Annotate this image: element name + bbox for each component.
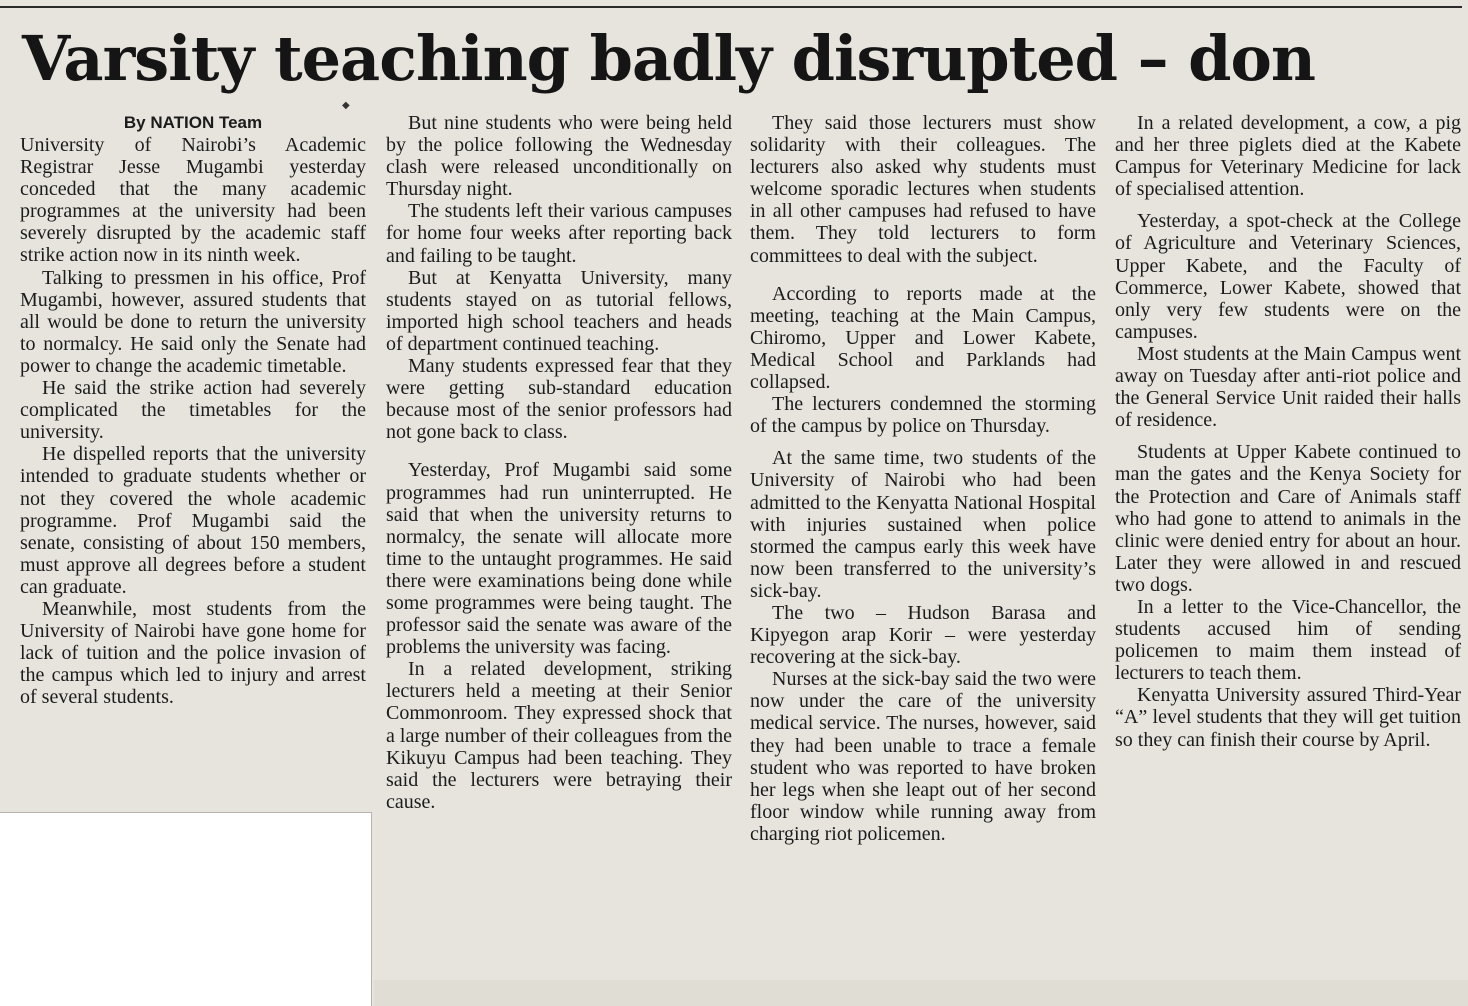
column-1	[20, 108, 366, 708]
paragraph: In a letter to the Vice-Chancellor, the students accused him of sending policemen to maim them instead of lecturers to teach them.	[1115, 595, 1461, 685]
paragraph: But at Kenyatta University, many students stayed on as tutorial fellows, imported high school teachers and heads of department continued teaching.	[386, 266, 732, 355]
blank-corner	[0, 812, 372, 1006]
paragraph: Most students at the Main Campus went away on Tuesday after anti-riot police and the General Service Unit raided their halls of residence.	[1115, 342, 1461, 432]
torn-footer-strip	[374, 980, 1468, 1006]
print-mark: ◆	[342, 100, 350, 111]
paragraph: In a related development, a cow, a pig and her three piglets died at the Kabete Campus for Veterinary Medicine for lack of specialised attention.	[1115, 112, 1461, 201]
column-4	[1115, 112, 1461, 751]
paragraph: But nine students who were being held by the police following the Wednesday clash were released unconditionally on Thursday night.	[386, 112, 732, 201]
paragraph: The students left their various campuses for home four weeks after reporting back and failing to be taught.	[386, 200, 732, 267]
paragraph: Meanwhile, most students from the University of Nairobi have gone home for lack of tuition and the police invasion of the campus which led to injury and arrest of several students.	[20, 597, 366, 709]
paragraph: They said those lecturers must show solidarity with their colleagues. The lecturers also asked why students must welcome sporadic lectures when students in all other campuses had refused to have them. They told lecturers to form committees to deal with the subject.	[750, 112, 1096, 267]
paragraph: He said the strike action had severely complicated the timetables for the university.	[20, 377, 366, 444]
top-rule	[0, 6, 1462, 8]
paragraph: Yesterday, Prof Mugambi said some programmes had run uninterrupted. He said that when the university returns to normalcy, the senate will allocate more time to the untaught programmes. He said there were examinations being done while some programmes were being taught. The professor said the senate was aware of the problems the university was facing.	[386, 459, 732, 659]
paragraph: Nurses at the sick-bay said the two were now under the care of the university medical service. The nurses, however, said they had been unable to trace a female student who was reported to have broken her legs when she leapt out of her second floor window while running away from charging riot policemen.	[750, 668, 1096, 845]
byline: By NATION Team	[123, 113, 263, 132]
column-3	[750, 112, 1096, 845]
headline: Varsity teaching badly disrupted – don	[22, 22, 1315, 95]
paragraph: Kenyatta University assured Third-Year “A” level students that they will get tuition so they can finish their course by April.	[1115, 684, 1461, 751]
paragraph: In a related development, striking lecturers held a meeting at their Senior Commonroom. They expressed shock that a large number of their colleagues from the Kikuyu Campus had been teaching. They said the lecturers were betraying their cause.	[386, 658, 732, 813]
paragraph: Many students expressed fear that they were getting sub-standard education because most of the senior professors had not gone back to class.	[386, 355, 732, 444]
paragraph: University of Nairobi’s Academic Registrar Jesse Mugambi yesterday conceded that the many academic programmes at the university had been severely disrupted by the academic staff strike action now in its ninth week.	[20, 134, 366, 267]
paragraph: The two – Hudson Barasa and Kipyegon arap Korir – were yesterday recovering at the sick-bay.	[750, 601, 1096, 669]
paragraph: According to reports made at the meeting, teaching at the Main Campus, Chiromo, Upper and Lower Kabete, Medical School and Parklands had collapsed.	[750, 282, 1096, 394]
paragraph: Yesterday, a spot-check at the College of Agriculture and Veterinary Sciences, Upper Kabete, and the Faculty of Commerce, Lower Kabete, showed that only very few students were on the campuses.	[1115, 210, 1461, 343]
paragraph: Talking to pressmen in his office, Prof Mugambi, however, assured students that all would be done to return the university to normalcy. He said only the Senate had power to change the academic timetable.	[20, 266, 366, 377]
paragraph: Students at Upper Kabete continued to man the gates and the Kenya Society for the Protection and Care of Animals staff who had gone to attend to animals in the clinic were denied entry for about an hour. Later they were allowed in and rescued two dogs.	[1115, 441, 1461, 596]
paragraph: The lecturers condemned the storming of the campus by police on Thursday.	[750, 393, 1096, 438]
paragraph: He dispelled reports that the university intended to graduate students whether or not they covered the whole academic programme. Prof Mugambi said the senate, consisting of about 150 members, must approve all degrees before a student can graduate.	[20, 443, 366, 598]
column-2	[386, 112, 732, 813]
paragraph: At the same time, two students of the University of Nairobi who had been admitted to the Kenyatta National Hospital with injuries sustained when police stormed the campus early this week have now been transferred to the university’s sick-bay.	[750, 447, 1096, 602]
